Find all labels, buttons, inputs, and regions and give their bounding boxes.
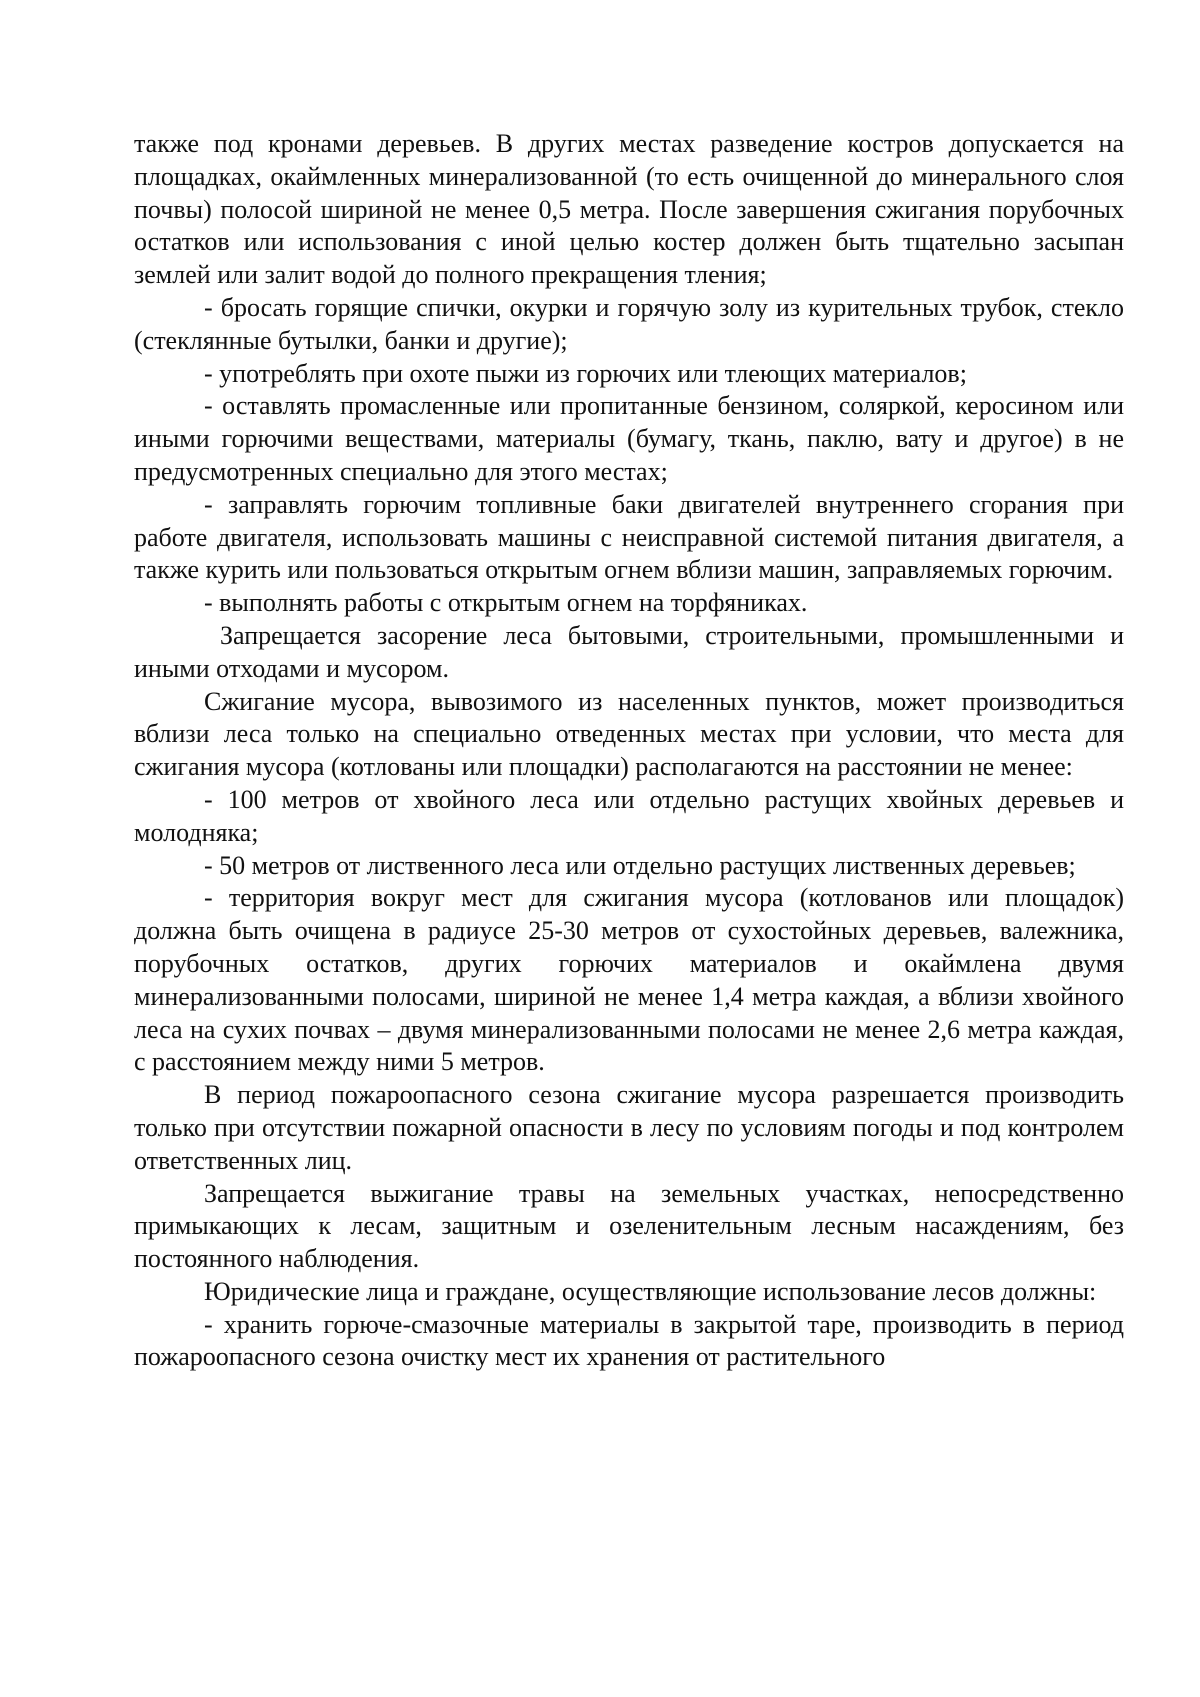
paragraph-littering-ban: Запрещается засорение леса бытовыми, строительными, промышленными и иными отходами и мусором.	[134, 620, 1124, 683]
list-item-oily-materials: - оставлять промасленные или пропитанные бензином, соляркой, керосином или иными горючими веществами, материалы (бумагу, ткань, паклю, вату и другое) в не предусмотренных специально для этого местах;	[134, 391, 1124, 486]
list-item-hunting-wads: - употреблять при охоте пыжи из горючих или тлеющих материалов;	[204, 358, 967, 388]
list-item-refueling: - заправлять горючим топливные баки двигателей внутреннего сгорания при работе двигателя, использовать машины с неисправной системой питания двигателя, а также курить или пользоваться открытым огнем вблизи машин, заправляемых горючим.	[134, 489, 1124, 585]
list-item-matches: - бросать горящие спички, окурки и горячую золу из курительных трубок, стекло (стеклянные бутылки, банки и другие);	[134, 292, 1124, 355]
paragraph-campfire-rules: также под кронами деревьев. В других местах разведение костров допускается на площадках, окаймленных минерализованной (то есть очищенной до минерального слоя почвы) полосой шириной не менее 0,5 метра. После завершения сжигания порубочных остатков или использования с иной целью костер должен быть тщательно засыпан землей или залит водой до полного прекращения тления;	[134, 129, 1124, 290]
paragraph-waste-burning: Сжигание мусора, вывозимого из населенных пунктов, может производиться вблизи леса только на специально отведенных местах при условии, что места для сжигания мусора (котлованы или площадки) располагаются на расстоянии не менее:	[134, 686, 1124, 782]
list-item-coniferous-distance: - 100 метров от хвойного леса или отдельно растущих хвойных деревьев и молодняка;	[134, 784, 1124, 847]
paragraph-forest-users: Юридические лица и граждане, осуществляющие использование лесов должны:	[204, 1276, 1097, 1306]
paragraph-grass-burning-ban: Запрещается выжигание травы на земельных участках, непосредственно примыкающих к лесам, защитным и озеленительным лесным насаждениям, без постоянного наблюдения.	[134, 1178, 1124, 1274]
list-item-fuel-storage: - хранить горюче-смазочные материалы в закрытой таре, производить в период пожароопасного сезона очистку мест их хранения от растительного	[134, 1309, 1124, 1372]
document-body	[134, 128, 1124, 1374]
paragraph-fire-season: В период пожароопасного сезона сжигание мусора разрешается производить только при отсутствии пожарной опасности в лесу по условиям погоды и под контролем ответственных лиц.	[134, 1080, 1124, 1175]
list-item-peat-works: - выполнять работы с открытым огнем на торфяниках.	[204, 588, 808, 618]
list-item-deciduous-distance: - 50 метров от лиственного леса или отдельно растущих лиственных деревьев;	[204, 850, 1076, 880]
list-item-burn-site-clearing: - территория вокруг мест для сжигания мусора (котлованов или площадок) должна быть очищена в радиусе 25-30 метров от сухостойных деревьев, валежника, порубочных остатков, других горючих материалов и окаймлена двумя минерализованными полосами, шириной не менее 1,4 метра каждая, а вблизи хвойного леса на сухих почвах – двумя минерализованными полосами не менее 2,6 метра каждая, с расстоянием между ними 5 метров.	[134, 883, 1124, 1077]
